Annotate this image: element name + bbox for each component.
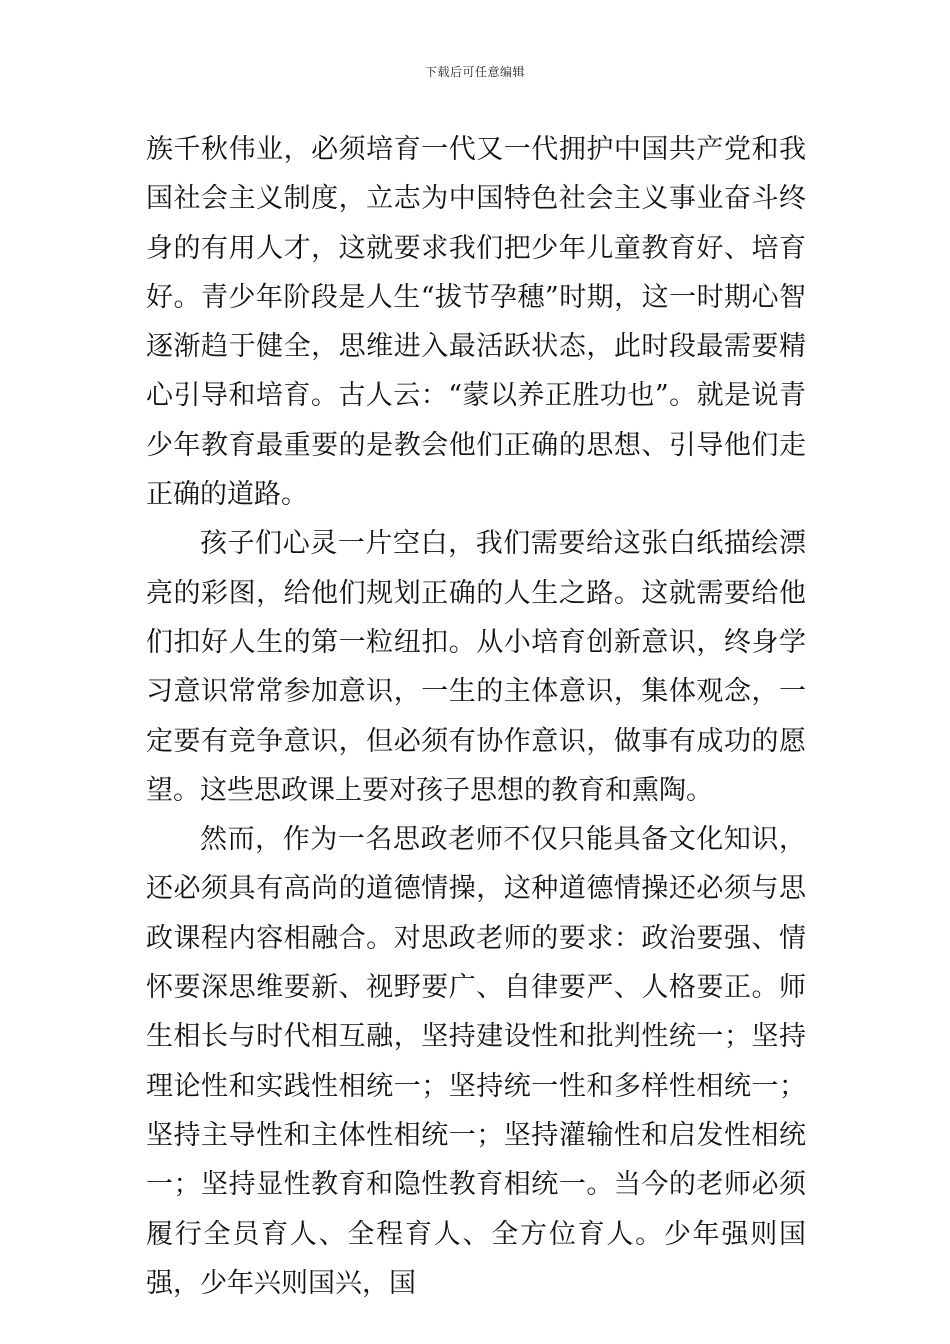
paragraph-3: 然而，作为一名思政老师不仅只能具备文化知识，还必须具有高尚的道德情操，这种道德情操还必须与思政课程内容相融合。对思政老师的要求：政治要强、情怀要深思维要新、视野要广、自律要严、人格要正。师生相长与时代相互融，坚持建设性和批判性统一；坚持理论性和实践性相统一；坚持统一性和多样性相统一；坚持主导性和主体性相统一；坚持灌输性和启发性相统一；坚持显性教育和隐性教育相统一。当今的老师必须履行全员育人、全程育人、全方位育人。少年强则国强，少年兴则国兴，国 xyxy=(146,824,806,1299)
document-body xyxy=(146,125,806,1308)
paragraph-2: 孩子们心灵一片空白，我们需要给这张白纸描绘漂亮的彩图，给他们规划正确的人生之路。这就需要给他们扣好人生的第一粒纽扣。从小培育创新意识，终身学习意识常常参加意识，一生的主体意识，集体观念，一定要有竞争意识，但必须有协作意识，做事有成功的愿望。这些思政课上要对孩子思想的教育和熏陶。 xyxy=(146,528,806,806)
page-header-note: 下载后可任意编辑 xyxy=(424,65,525,79)
paragraph-1: 族千秋伟业，必须培育一代又一代拥护中国共产党和我国社会主义制度，立志为中国特色社会主义事业奋斗终身的有用人才，这就要求我们把少年儿童教育好、培育好。青少年阶段是人生“拔节孕穗”时期，这一时期心智逐渐趋于健全，思维进入最活跃状态，此时段最需要精心引导和培育。古人云：“蒙以养正胜功也”。就是说青少年教育最重要的是教会他们正确的思想、引导他们走正确的道路。 xyxy=(146,134,806,511)
